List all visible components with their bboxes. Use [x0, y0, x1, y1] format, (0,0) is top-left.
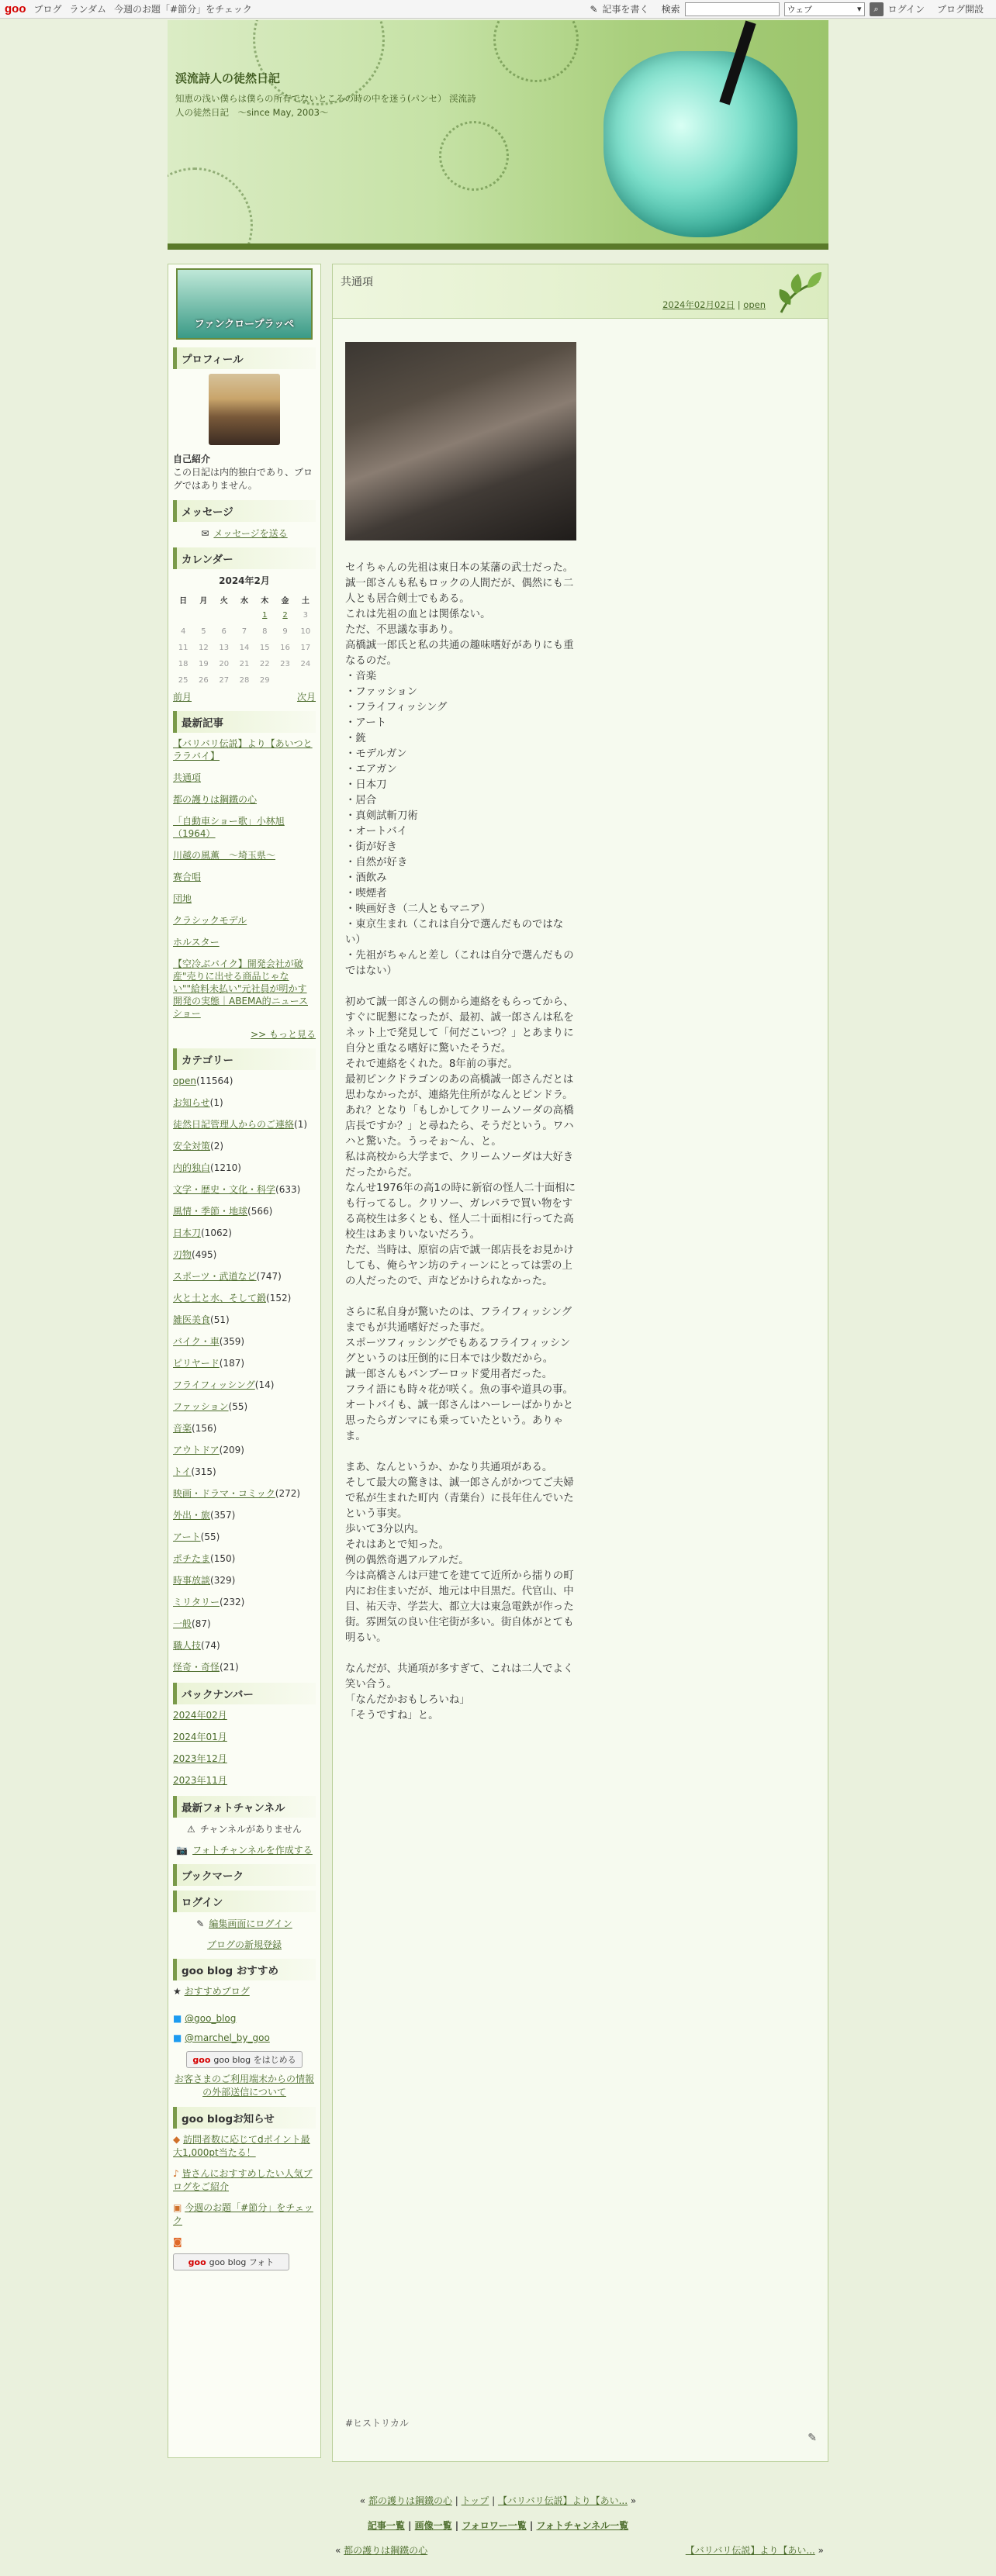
category-item [173, 1140, 316, 1152]
category-count: (11564) [195, 1076, 233, 1086]
category-count: (1) [294, 1119, 308, 1130]
news-item [173, 2133, 316, 2160]
calendar-table [173, 592, 316, 689]
news-icon: ♪ [173, 2168, 182, 2179]
category-item [173, 1574, 316, 1587]
pencil-icon: ✎ [590, 3, 598, 15]
category-count: (55) [228, 1401, 248, 1412]
category-count: (1210) [210, 1162, 241, 1173]
category-item [173, 1118, 316, 1131]
prev-marker: « [335, 2545, 344, 2556]
envelope-icon: ✉ [201, 527, 209, 539]
backnumber-link[interactable]: 2024年01月 [173, 1732, 227, 1742]
calendar-day: 13 [219, 644, 230, 652]
chevron-down-icon: ▾ [857, 4, 862, 14]
category-item [173, 1248, 316, 1261]
photo-channel-create-row [173, 1843, 316, 1856]
category-link[interactable]: 安全対策 [173, 1141, 211, 1152]
category-count: (357) [210, 1510, 236, 1521]
search-scope-select[interactable] [784, 2, 865, 16]
send-message-link[interactable]: メッセージを送る [213, 528, 288, 539]
photo-channel-none-row [173, 1822, 316, 1835]
calendar-day: 6 [221, 627, 227, 636]
lace-ornament [493, 20, 579, 82]
calendar-day [296, 672, 316, 689]
twitter-icon: ■ [173, 2013, 185, 2024]
category-link[interactable]: 風情・季節・地球 [173, 1206, 248, 1217]
rss-icon[interactable]: ◙ [173, 2236, 182, 2247]
search-input[interactable] [685, 2, 780, 16]
category-count: (315) [191, 1466, 216, 1477]
article-header [333, 264, 828, 319]
category-link[interactable]: 火と土と水、そして鍛 [173, 1293, 267, 1304]
category-item [173, 1335, 316, 1348]
recent-heading: 最新記事 [173, 711, 316, 733]
category-count: (14) [254, 1380, 275, 1390]
backnumber-link[interactable]: 2023年12月 [173, 1753, 227, 1764]
article-date-link[interactable]: 2024年02月02日 [662, 299, 735, 310]
footer-next-link[interactable]: 【バリバリ伝説】より【あい... [497, 2495, 628, 2506]
category-item [173, 1466, 316, 1478]
category-item [173, 1162, 316, 1174]
calendar-day: 29 [259, 676, 270, 685]
message-heading: メッセージ [173, 500, 316, 522]
new-blog-row [173, 1938, 316, 1951]
category-list [173, 1075, 316, 1673]
search-icon: ⌕ [873, 3, 879, 14]
goo-mark: goo [192, 2054, 211, 2065]
category-count: (1062) [201, 1228, 232, 1238]
category-link[interactable]: スポーツ・武道など [173, 1271, 257, 1282]
goo-blog-photo-button[interactable] [173, 2253, 289, 2270]
category-count: (1) [209, 1097, 223, 1108]
recent-article-link[interactable]: 「自動車ショー歌」小林旭（1964） [173, 816, 285, 839]
recommend-heading: goo blog おすすめ [173, 1959, 316, 1980]
category-item [173, 1270, 316, 1283]
calendar-day: 4 [180, 627, 186, 636]
goo-mark: goo [188, 2257, 206, 2267]
calendar-day: 21 [239, 660, 250, 668]
category-link[interactable]: open [173, 1076, 196, 1086]
category-link[interactable]: 音楽 [173, 1423, 192, 1434]
recent-articles-list [173, 737, 316, 1020]
goo-blog-photo-label: goo blog フォト [209, 2257, 275, 2267]
calendar-day: 26 [199, 676, 209, 685]
prev-month-link[interactable]: 前月 [173, 692, 192, 703]
category-link[interactable]: 文学・歴史・文化・科学 [173, 1184, 276, 1195]
news-item [173, 2167, 316, 2194]
message-row [173, 527, 316, 540]
calendar-day: 15 [259, 644, 270, 652]
category-item [173, 1661, 316, 1673]
calendar-day: 3 [303, 611, 309, 620]
edit-pencil-icon[interactable]: ✎ [808, 2432, 817, 2444]
category-item [173, 1422, 316, 1435]
article-meta: 2024年02月02日 | open [662, 299, 766, 310]
footer-articles-link[interactable]: 記事一覧 [367, 2520, 405, 2531]
category-count: (329) [210, 1575, 236, 1586]
leaf-ornament [773, 266, 823, 317]
calendar-day: 25 [178, 676, 188, 685]
twitter-link-goo-blog[interactable]: @goo_blog [185, 2013, 237, 2024]
category-link[interactable]: ピリヤード [173, 1358, 220, 1369]
news-heading: goo blogお知らせ [173, 2107, 316, 2129]
category-item [173, 1075, 316, 1087]
calendar-heading: カレンダー [173, 547, 316, 569]
category-item [173, 1618, 316, 1630]
category-count: (747) [256, 1271, 282, 1282]
search-button[interactable] [870, 2, 884, 16]
news-item [173, 2201, 316, 2228]
next-marker: » [814, 2545, 824, 2556]
category-item [173, 1444, 316, 1456]
category-link[interactable]: お知らせ [173, 1097, 210, 1108]
category-link[interactable]: トイ [173, 1466, 192, 1477]
calendar-day: 5 [201, 627, 206, 636]
category-item [173, 1292, 316, 1304]
recommend-row [173, 1985, 316, 1998]
next-month-link[interactable]: 次月 [296, 692, 316, 703]
recent-article-link[interactable]: 【バリバリ伝説】より【あいつとララバイ】 [173, 738, 313, 761]
banner-text: ファンクロープラッペ [194, 319, 295, 330]
category-count: (55) [200, 1531, 220, 1542]
category-item [173, 1227, 316, 1239]
toolbar-right [590, 2, 991, 16]
sidebar [168, 264, 321, 2458]
footer-prev-link[interactable]: 都の護りは鋼鐵の心 [368, 2495, 452, 2506]
category-link[interactable]: 雑医美食 [173, 1314, 211, 1325]
calendar-day: 19 [199, 660, 209, 668]
footer-top-link[interactable]: トップ [461, 2495, 489, 2506]
recent-article-link[interactable]: ホルスター [173, 937, 220, 948]
recent-article-link[interactable]: 川越の風薫 〜埼玉県〜 [173, 850, 276, 861]
category-count: (150) [210, 1553, 236, 1564]
profile-heading: プロフィール [173, 347, 316, 369]
backnumber-list [173, 1709, 316, 1787]
category-link[interactable]: バイク・車 [173, 1336, 220, 1347]
search-scope-value: ウェブ [787, 4, 813, 15]
calendar-weekday: 土 [301, 596, 310, 606]
twitter-icon: ■ [173, 2032, 185, 2043]
footer-next-row [686, 2543, 824, 2557]
category-count: (495) [192, 1249, 217, 1260]
calendar-weekday: 木 [261, 596, 269, 606]
footer-images-link[interactable]: 画像一覧 [414, 2520, 452, 2531]
recent-article-link[interactable]: 共通項 [173, 772, 202, 783]
calendar-weekday: 水 [240, 596, 248, 606]
toolbar-link-odai[interactable]: 今週のお題「#節分」をチェック [114, 4, 252, 15]
calendar-day: 20 [219, 660, 230, 668]
backnumber-link[interactable]: 2024年02月 [173, 1710, 227, 1721]
blog-description: 知恵の浅い僕らは僕らの所有でないところの時の中を迷う(パンセ） 渓流詩人の徒然日記 〜since May, 2003〜 [175, 93, 476, 118]
blog-title[interactable]: 渓流詩人の徒然日記 [175, 71, 281, 85]
calendar-day: 17 [300, 644, 311, 652]
start-goo-blog-label: goo blog をはじめる [213, 2055, 296, 2065]
category-count: (51) [210, 1314, 230, 1325]
footer-prev-link-bottom[interactable]: 都の護りは鋼鐵の心 [344, 2545, 428, 2556]
category-link[interactable]: 刃物 [173, 1249, 192, 1260]
toolbar-link-blog[interactable]: ブログ [33, 4, 62, 15]
calendar-day: 7 [241, 627, 247, 636]
photo-channel-heading: 最新フォトチャンネル [173, 1796, 316, 1818]
category-link[interactable]: アート [173, 1531, 201, 1542]
category-count: (633) [275, 1184, 301, 1195]
prev-marker: « [359, 2495, 368, 2506]
calendar-day: 27 [219, 676, 230, 685]
category-link[interactable]: 一般 [173, 1618, 192, 1629]
backnumber-heading: バックナンバー [173, 1683, 316, 1704]
calendar-day: 14 [239, 644, 250, 652]
category-item [173, 1552, 316, 1565]
category-link[interactable]: 外出・旅 [173, 1510, 211, 1521]
category-count: (359) [219, 1336, 245, 1347]
calendar-day: 11 [178, 644, 188, 652]
category-count: (232) [220, 1597, 245, 1607]
photo-channel-none: チャンネルがありません [199, 1824, 303, 1835]
calendar-day: 28 [239, 676, 250, 685]
article-tag[interactable]: #ヒストリカル [345, 2418, 409, 2429]
footer-next-link-bottom[interactable]: 【バリバリ伝説】より【あい... [685, 2545, 815, 2556]
category-link[interactable]: 職人技 [173, 1640, 202, 1651]
category-count: (87) [192, 1618, 211, 1629]
category-link[interactable]: 日本刀 [173, 1228, 202, 1238]
calendar-weekday: 火 [220, 596, 228, 606]
category-link[interactable]: フライフィッシング [173, 1380, 255, 1390]
toolbar-link-random[interactable]: ランダム [69, 4, 107, 15]
article-title: 共通項 [341, 276, 373, 288]
calendar-weekday: 日 [179, 596, 188, 606]
calendar-day [214, 607, 234, 623]
recent-article-link[interactable]: 【空冷ぶバイク】開発会社が破産"売りに出せる商品じゃない""給料未払い"元社員が明かす開発の実態｜ABEMA的ニュースショー [173, 958, 308, 1019]
footer-nav-1: « 都の護りは鋼鐵の心 | トップ | 【バリバリ伝説】より【あい... » [359, 2495, 637, 2506]
category-count: (2) [210, 1141, 224, 1152]
lace-ornament [168, 167, 253, 250]
category-item [173, 1314, 316, 1326]
recent-article-link[interactable]: 都の護りは鋼鐵の心 [173, 794, 258, 805]
calendar-day: 24 [300, 660, 311, 668]
goo-toolbar [0, 0, 996, 19]
calendar-day[interactable]: 1 [262, 611, 268, 620]
calendar-day [275, 672, 295, 689]
calendar-day: 12 [199, 644, 209, 652]
external-send-notice-link[interactable]: お客さまのご利用端末からの情報の外部送信について [174, 2074, 314, 2098]
sidebar-banner [176, 268, 313, 340]
recent-article-link[interactable]: 赛合唱 [173, 872, 202, 882]
footer-photo-channels-link[interactable]: フォトチャンネル一覧 [536, 2520, 629, 2531]
bookmark-heading: ブックマーク [173, 1864, 316, 1886]
search-label: 検索 [661, 4, 680, 15]
footer-prev-row [335, 2543, 427, 2557]
camera-icon: 📷 [176, 1844, 188, 1856]
category-count: (152) [266, 1293, 292, 1304]
category-item [173, 1639, 316, 1652]
calendar-day: 16 [280, 644, 290, 652]
category-item [173, 1531, 316, 1543]
news-icon: ◆ [173, 2134, 184, 2145]
calendar-day [193, 607, 213, 623]
category-link[interactable]: アウトドア [173, 1445, 220, 1455]
news-list [173, 2133, 316, 2228]
edit-login-link[interactable]: 編集画面にログイン [209, 1918, 292, 1929]
calendar-day: 10 [300, 627, 311, 636]
calendar-day: 23 [280, 660, 290, 668]
category-count: (272) [275, 1488, 301, 1499]
category-link[interactable]: 怪奇・奇怪 [173, 1662, 220, 1673]
news-link[interactable]: 訪問者数に応じてdポイント最大1,000pt当たる！ [173, 2134, 310, 2158]
category-item [173, 1096, 316, 1109]
create-photo-channel-link[interactable]: フォトチャンネルを作成する [192, 1845, 313, 1856]
category-link[interactable]: 映画・ドラマ・コミック [173, 1488, 275, 1499]
article-body [345, 342, 820, 1724]
drink-image [603, 51, 797, 237]
calendar-weekday: 月 [199, 596, 208, 606]
category-link[interactable]: ミリタリー [173, 1597, 220, 1607]
backnumber-link[interactable]: 2023年11月 [173, 1775, 227, 1786]
article-text: セイちゃんの先祖は東日本の某藩の武士だった。 誠一郎さんも私もロックの人間だが、偶然にも二人とも居合剣士でもある。 これは先祖の血とは関係ない。 ただ、不思議な事あり。 高橋誠一郎氏と私の共通の趣味嗜好がありにも重なるのだ。 ・音楽 ・ファッション ・フライフィッシング ・アート ・銃 ・モデルガン ・エアガン ・日本刀 ・居合 ・真剣試斬刀術 ・オートバイ ・街が好き ・自然が好き ・酒飲み ・喫煙者 ・映画好き（二人ともマニア） ・東京生まれ（これは自分で選んだものではない） ・先祖がちゃんと差し（これは自分で選んだものではない） 初めて誠一郎さんの側から連絡をもらってから、すぐに昵懇になったが、最初、誠一郎さんは私をネット上で発見して「何だこいつ？」とあまりに自分と重なる嗜好に驚いたそうだ。 それで連絡をくれた。8年前の事だ。 最初ピンクドラゴンのあの高橋誠一郎さんだとは思わなかったが、連絡先住所がなんとピンドラ。あれ？となり「もしかしてクリームソーダの高橋店長ですか？」と尋ねたら、そうだという。ワハハと驚いた。うっそぉ〜ん、と。 私は高校から大学まで、クリームソーダは大好きだったからだ。 なんせ1976年の高1の時に新宿の怪人二十面相にも行ってるし。クリソー、ガレパラで買い物をする高校生は多くとも、怪人二十面相に行ってた高校生はあまりいないだろう。 ただ、当時は、原宿の店で誠一郎店長をお見かけしても、俺らヤン坊のティーンにとっては雲の上の人だったので、声などかけられなかった。 さらに私自身が驚いたのは、フライフィッシングまでもが共通嗜好だった事だ。 スポーツフィッシングでもあるフライフィッシングというのは圧倒的に日本では少数だから。 誠一郎さんもバンブーロッド愛用者だった。 フライ語にも時々花が咲く。魚の事や道具の事。 オートバイも、誠一郎さんはハーレーばかりかと思ったらガンマにも乗っていたという。ありゃま。 まあ、なんというか、かなり共通項がある。 そして最大の驚きは、誠一郎さんがかつてご夫婦で私が生まれた町内（青葉台）に長年住んでいたという事実。 歩いて3分以内。 それはあとで知った。 例の偶然奇遇アルアルだ。 今は高橋さんは戸建てを建てて近所から擂りの町内にお住まいだが、地元は中目黒だ。代官山、中目、祐天寺、学芸大、都立大は東急電鉄が作った街。雰囲気の良い住宅街が多い。街自体がとても明るい。 なんだが、共通項が多すぎて、これは二人でよく笑い合う。 「なんだかおもしろいね」 「そうですね」と。 [345, 562, 576, 1721]
category-link[interactable]: 内的独白 [173, 1162, 211, 1173]
category-link[interactable]: 徒然日記管理人からのご連絡 [173, 1119, 295, 1130]
twitter-row-2 [173, 2032, 316, 2045]
category-count: (209) [219, 1445, 244, 1455]
calendar-day: 18 [178, 660, 188, 668]
category-heading: カテゴリー [173, 1048, 316, 1070]
category-item [173, 1183, 316, 1196]
login-heading: ログイン [173, 1891, 316, 1912]
category-count: (21) [220, 1662, 239, 1673]
category-item [173, 1379, 316, 1391]
calendar-nav [173, 690, 316, 703]
more-articles-link[interactable]: >> もっと見る [251, 1029, 316, 1040]
calendar-day: 22 [259, 660, 270, 668]
category-link[interactable]: 時事放談 [173, 1575, 211, 1586]
calendar-day [234, 607, 254, 623]
calendar-weekday: 金 [281, 596, 289, 606]
category-item [173, 1357, 316, 1369]
category-link[interactable]: ファッション [173, 1401, 229, 1412]
footer-nav-2: 記事一覧 | 画像一覧 | フォロワー一覧 | フォトチャンネル一覧 [367, 2520, 629, 2531]
article-category-link[interactable]: open [743, 299, 766, 310]
category-count: (156) [192, 1423, 217, 1434]
recent-article-link[interactable]: 団地 [173, 893, 192, 904]
category-item [173, 1596, 316, 1608]
category-item [173, 1205, 316, 1217]
news-link[interactable]: 皆さんにおすすめしたい人気ブログをご紹介 [173, 2168, 313, 2192]
category-link[interactable]: ポチたま [173, 1553, 211, 1564]
start-goo-blog-button[interactable] [186, 2051, 303, 2068]
news-icon: ▣ [173, 2202, 185, 2213]
article [332, 264, 828, 2462]
category-item [173, 1509, 316, 1521]
calendar-day: 9 [282, 627, 288, 636]
warning-icon: ⚠ [186, 1823, 195, 1835]
category-count: (187) [219, 1358, 245, 1369]
pen-icon: ✎ [196, 1918, 205, 1929]
calendar-day [173, 607, 193, 623]
twitter-link-marchel[interactable]: @marchel_by_goo [185, 2032, 270, 2043]
open-blog-link[interactable]: ブログ開設 [936, 4, 984, 15]
calendar-day: 8 [262, 627, 268, 636]
self-intro-text: この日記は内的独白であり、ブログではありません。 [173, 467, 313, 491]
write-article-link[interactable]: 記事を書く [602, 4, 649, 15]
login-link[interactable]: ログイン [887, 4, 925, 15]
recommend-blog-link[interactable]: おすすめブログ [184, 1986, 250, 1997]
footer-followers-link[interactable]: フォロワー一覧 [462, 2520, 527, 2531]
news-link[interactable]: 今週のお題「#節分」をチェック [173, 2202, 313, 2226]
category-count: (74) [201, 1640, 220, 1651]
calendar-day[interactable]: 2 [282, 611, 288, 620]
calendar-month: 2024年2月 [219, 575, 270, 586]
avatar [209, 374, 280, 445]
new-blog-link[interactable]: ブログの新規登録 [206, 1939, 282, 1950]
next-marker: » [628, 2495, 637, 2506]
edit-login-row [173, 1917, 316, 1930]
category-item [173, 1487, 316, 1500]
star-icon: ★ [173, 1986, 185, 1997]
category-count: (566) [247, 1206, 273, 1217]
self-intro-title: 自己紹介 [173, 454, 211, 464]
category-item [173, 1400, 316, 1413]
lace-ornament [439, 121, 509, 191]
goo-logo[interactable]: goo [5, 2, 26, 16]
recent-article-link[interactable]: クラシックモデル [173, 915, 247, 926]
blog-header [168, 20, 828, 250]
twitter-row-1 [173, 2012, 316, 2025]
article-photo[interactable] [345, 342, 576, 540]
